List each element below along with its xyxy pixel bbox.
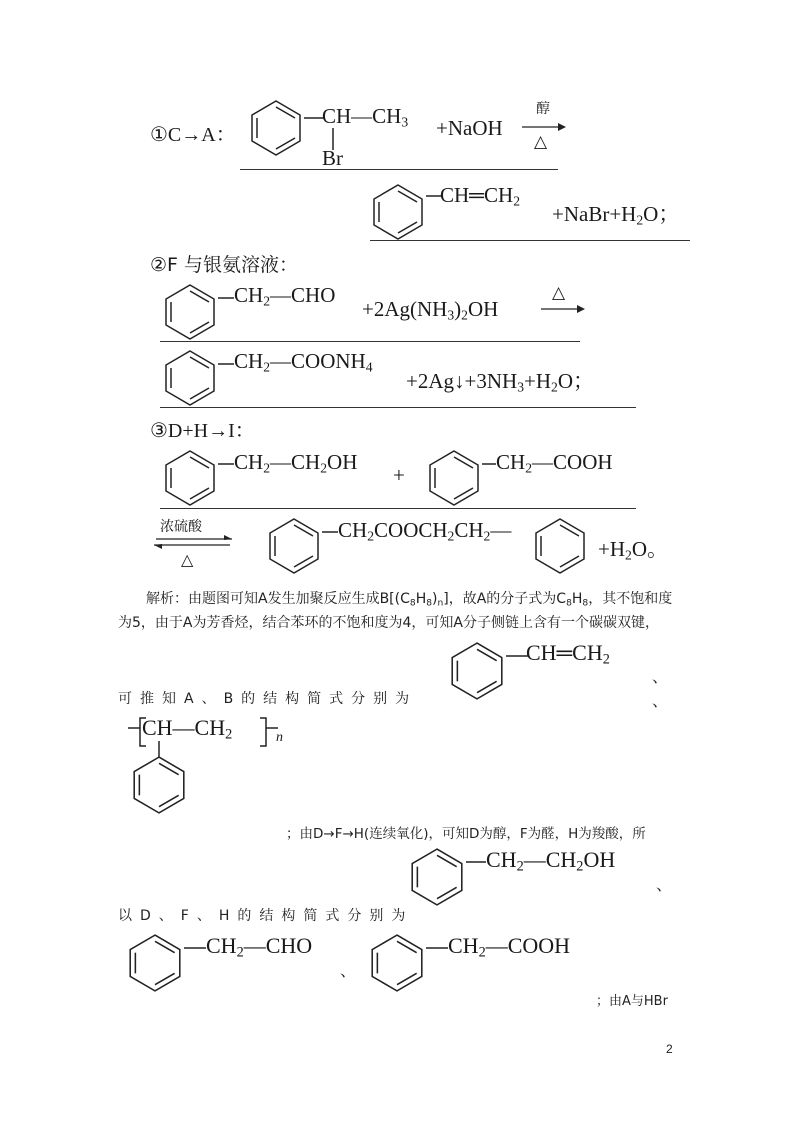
eq3-alcohol-chain: $CH_2—CH_2OH$ <box>234 450 358 476</box>
analysis-line-3: 可推知A、B的结构简式分别为 <box>118 691 418 707</box>
polymer-n: n <box>276 730 283 745</box>
eq2-condition-top: △ <box>552 283 566 303</box>
eq2-product-chain: $CH_2—COONH_4$ <box>234 349 373 375</box>
divider-line <box>240 169 558 170</box>
polymer-chain: $CH—CH_2$ <box>142 715 233 743</box>
bond-line <box>322 530 338 534</box>
eq2-byproducts: $+2Ag↓+3NH_3+H_2O$； <box>406 369 595 395</box>
benzene-ring-icon <box>406 846 468 908</box>
eq3-acid-chain: $CH_2—COOH$ <box>496 450 613 476</box>
eq1-reagent: +NaOH <box>436 116 503 140</box>
benzene-ring-icon <box>160 448 220 508</box>
reversible-arrow-icon <box>152 535 234 549</box>
analysis-line-6: ；由A与HBr <box>596 994 668 1009</box>
eq3-water: $+H_2O$。 <box>598 537 669 563</box>
eq2-reagent: $+2Ag(NH_3)_2OH$ <box>362 297 499 323</box>
separator-mark: 、 <box>652 667 669 686</box>
benzene-ring-icon <box>424 448 484 508</box>
eq2-label: ②F 与银氨溶液： <box>150 254 299 276</box>
analysis-line-4: ；由D→F→H(连续氧化)，可知D为醇，F为醛，H为羧酸，所 <box>286 826 646 842</box>
eq1-label: ①C→A： <box>150 124 236 146</box>
separator-mark: 、 <box>652 691 669 710</box>
divider-line <box>160 407 636 408</box>
eq3-condition-top: 浓硫酸 <box>160 519 202 535</box>
bond-line <box>482 462 496 466</box>
benzene-ring-icon <box>368 182 428 242</box>
divider-line <box>160 341 580 342</box>
styrene-chain: $CH═CH_2$ <box>526 640 610 668</box>
benzene-ring-icon <box>128 754 190 816</box>
benzene-ring-icon <box>366 932 428 994</box>
benzene-ring-icon <box>160 348 220 408</box>
benzene-ring-icon <box>246 98 306 158</box>
eq1-substrate-chain: $CH—CH_3$ <box>322 104 409 130</box>
bond-line <box>218 296 234 300</box>
bond-line <box>218 362 234 366</box>
divider-line <box>370 240 690 241</box>
separator-mark: 、 <box>656 875 673 894</box>
benzene-ring-icon <box>160 282 220 342</box>
bond-line <box>466 860 486 864</box>
benzene-ring-icon <box>124 932 186 994</box>
reaction-arrow-icon <box>541 304 585 314</box>
bond-line <box>506 654 528 658</box>
eq1-byproducts: $+NaBr+H_2O$； <box>552 202 680 228</box>
reaction-arrow-icon <box>522 122 566 132</box>
bond-line <box>304 116 324 120</box>
analysis-line-5: 以D、F、H的结构简式分别为 <box>118 908 414 924</box>
eq3-ester-chain: $CH_2COOCH_2CH_2—$ <box>338 518 512 544</box>
eq3-condition-bottom: △ <box>181 550 194 569</box>
eq1-product-chain: $CH═CH_2$ <box>440 183 521 209</box>
h-chain: $CH_2—COOH$ <box>448 933 571 961</box>
benzene-ring-icon <box>264 516 324 576</box>
eq3-plus: + <box>393 463 405 487</box>
analysis-line-1: 解析：由题图可知A发生加聚反应生成$B[(C_8H_8)_n]$，故A的分子式为$C_8H_8$，其不饱和度 <box>146 591 673 609</box>
eq1-condition-bottom: △ <box>534 132 548 152</box>
bond-line <box>426 946 448 950</box>
bond-line <box>218 462 234 466</box>
benzene-ring-icon <box>446 640 508 702</box>
bond-line <box>184 946 206 950</box>
divider-line <box>160 508 636 509</box>
separator-mark: 、 <box>340 961 357 980</box>
analysis-line-2: 为5，由于A为芳香烃，结合苯环的不饱和度为4，可知A分子侧链上含有一个碳碳双键， <box>118 615 659 631</box>
page-number: 2 <box>666 1042 673 1056</box>
eq1-branch: Br <box>322 146 343 170</box>
benzene-ring-icon <box>530 516 590 576</box>
eq2-substrate-chain: $CH_2—CHO$ <box>234 283 336 309</box>
eq3-label: ③D+H→I： <box>150 420 255 442</box>
eq1-condition-top: 醇 <box>536 101 550 117</box>
f-chain: $CH_2—CHO$ <box>206 933 313 961</box>
d-chain: $CH_2—CH_2OH$ <box>486 847 616 875</box>
